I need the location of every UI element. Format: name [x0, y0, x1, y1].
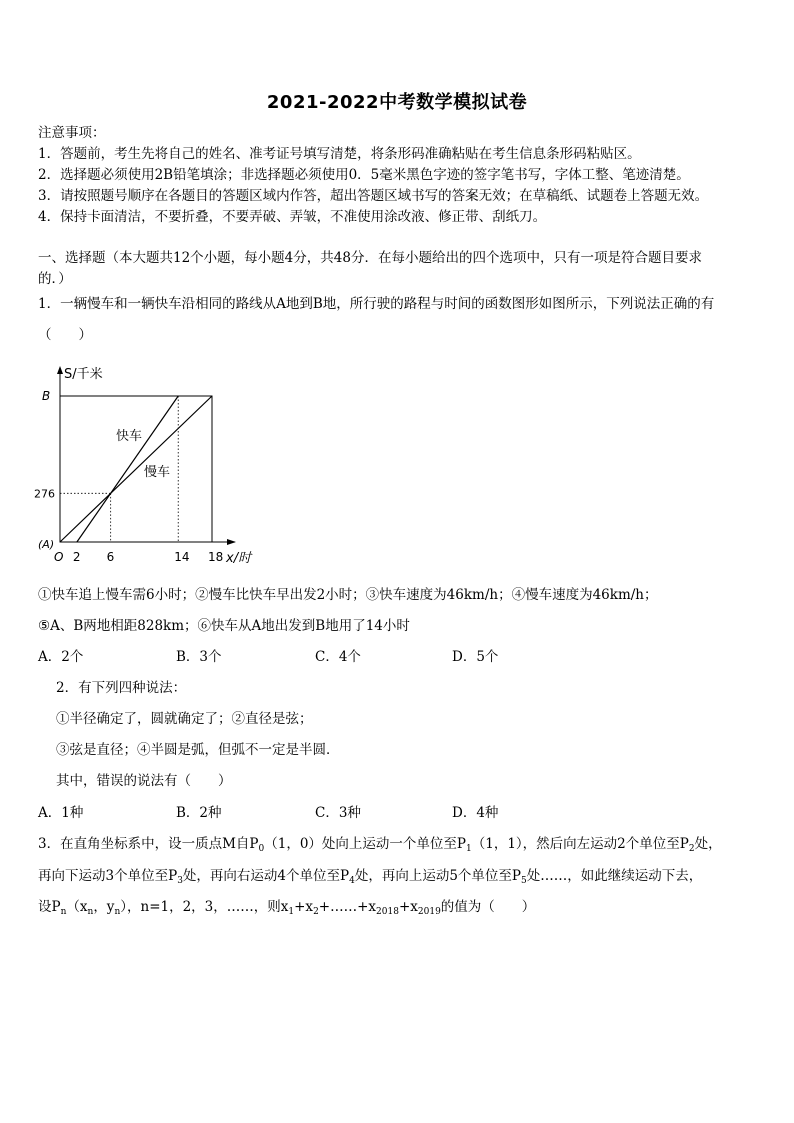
- page-title: 2021-2022中考数学模拟试卷: [266, 92, 528, 113]
- q2-line1: ①半径确定了，圆就确定了；②直径是弦；: [56, 711, 313, 727]
- notice-item-1: 1．答题前，考生先将自己的姓名、准考证号填写清楚，将条形码准确粘贴在考生信息条形码粘贴区。: [38, 146, 641, 162]
- q1-stem-line2: （ ）: [38, 327, 92, 343]
- y-tick-label-276: 276: [34, 487, 55, 501]
- y-tick-label-B: B: [42, 389, 51, 403]
- q2-option-d[interactable]: D．4种: [452, 805, 499, 821]
- q1-chart: [30, 358, 270, 573]
- q2-ask: 其中，错误的说法有（ ）: [56, 773, 232, 789]
- x-axis-arrow: [227, 539, 236, 545]
- q2-option-c[interactable]: C．3种: [315, 805, 361, 821]
- y-axis-arrow: [57, 366, 63, 374]
- section-heading-line2: 的．）: [38, 271, 72, 287]
- series-label-fast-car: 快车: [116, 429, 143, 444]
- x-tick-label-14: 14: [174, 550, 190, 564]
- x-tick-label-18: 18: [208, 550, 224, 564]
- q2-line2: ③弦是直径；④半圆是弧，但弧不一定是半圆．: [56, 742, 340, 758]
- q3-line3: 设$P_n(x_n$，$y_n$），n=1，2，3，……，则$x_1+x_2+\dots\dots+x_{2018}+x_{2019}$的值为（ ）: [38, 899, 536, 917]
- q1-option-b[interactable]: B．3个: [176, 649, 222, 665]
- x-axis-label: x/时: [226, 551, 252, 566]
- q2-option-b[interactable]: B．2种: [176, 805, 222, 821]
- q1-option-c[interactable]: C．4个: [315, 649, 361, 665]
- series-line-slow-car: [60, 396, 212, 542]
- notice-item-2: 2．选择题必须使用2B铅笔填涂；非选择题必须使用0．5毫米黑色字迹的签字笔书写，字体工整、笔迹清楚。: [38, 167, 690, 183]
- section-heading-line1: 一、选择题（本大题共12个小题，每小题4分，共48分．在每小题给出的四个选项中，只有一项是符合题目要求: [38, 250, 702, 266]
- notice-item-3: 3．请按照题号顺序在各题目的答题区域内作答，超出答题区域书写的答案无效；在草稿纸、试题卷上答题无效。: [38, 188, 709, 204]
- q1-stem-line1: 1．一辆慢车和一辆快车沿相同的路线从A地到B地，所行驶的路程与时间的函数图形如图所示，下列说法正确的有: [38, 296, 715, 312]
- q3-line2: 再向下运动3个单位至$P_3$处，再向右运动4个单位至$P_4$处，再向上运动5个单位至$P_5$处……，如此继续运动下去，: [38, 868, 703, 886]
- notice-item-4: 4．保持卡面清洁，不要折叠，不要弄破、弄皱，不准使用涂改液、修正带、刮纸刀。: [38, 209, 547, 225]
- q2-option-a[interactable]: A．1种: [38, 805, 84, 821]
- x-tick-label-6: 6: [106, 550, 115, 564]
- x-tick-label-2: 2: [72, 550, 81, 564]
- origin-label: O: [54, 550, 64, 564]
- origin-note: (A): [38, 538, 55, 551]
- q1-statements-line2: ⑤A、B两地相距828km；⑥快车从A地出发到B地用了14小时: [38, 618, 410, 634]
- q1-statements-line1: ①快车追上慢车需6小时；②慢车比快车早出发2小时；③快车速度为46km/h；④慢车速度为46km/h；: [38, 587, 658, 603]
- q1-option-a[interactable]: A．2个: [38, 649, 84, 665]
- q1-option-d[interactable]: D．5个: [452, 649, 499, 665]
- notice-heading: 注意事项：: [38, 125, 106, 141]
- q2-stem: 2．有下列四种说法：: [56, 680, 187, 696]
- series-label-slow-car: 慢车: [144, 465, 171, 480]
- q3-line1: 3．在直角坐标系中，设一质点M自$P_0(1$，0）处向上运动一个单位至$P_1(1$，1），然后向左运动2个单位至$P_2$处，: [38, 836, 722, 854]
- y-axis-label: S/千米: [64, 367, 103, 382]
